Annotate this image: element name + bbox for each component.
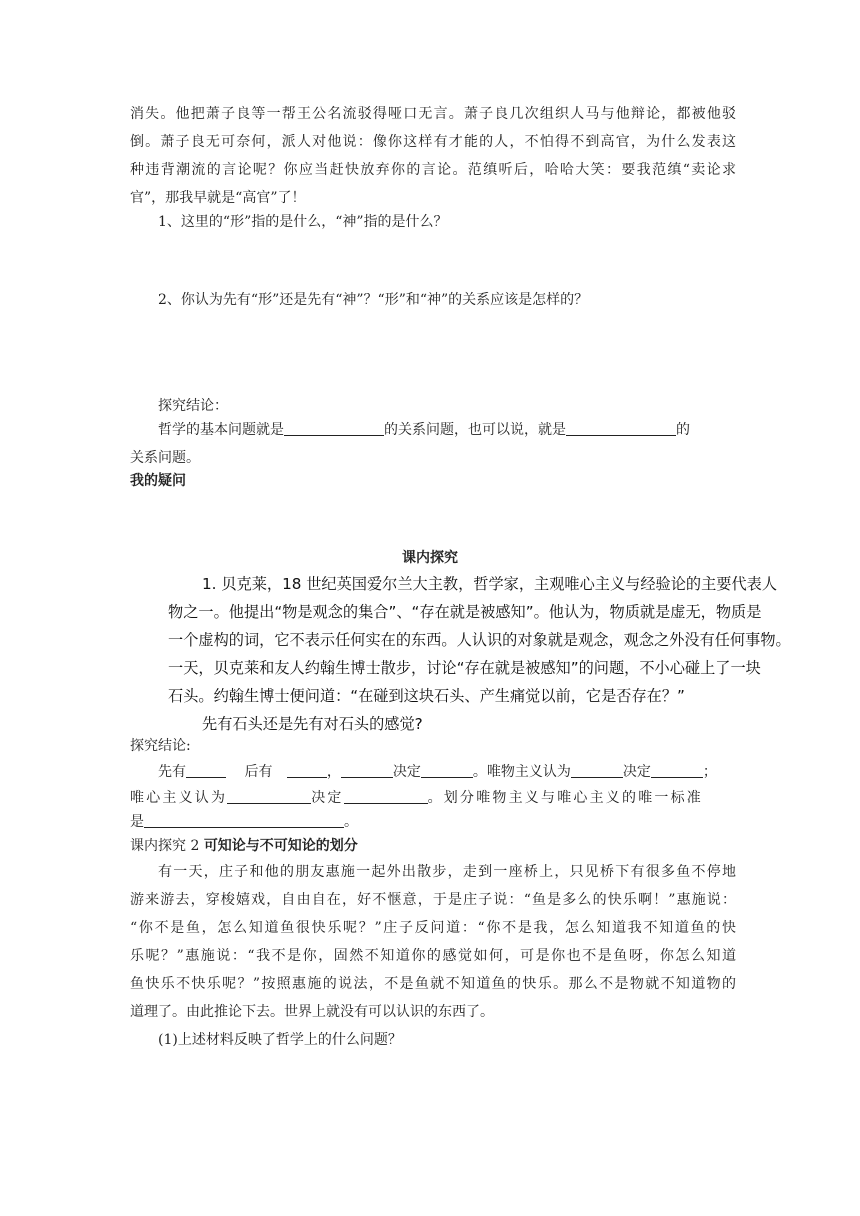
passage-line: 鱼快乐不快乐呢？”按照惠施的说法，不是鱼就不知道鱼的快乐。那么不是物就不知道物的 [130,976,736,992]
fill-blank[interactable] [144,811,344,828]
blank-label: 决定 [622,764,651,780]
intro-line: 消失。他把萧子良等一帮王公名流驳得哑口无言。萧子良几次组织人马与他辩论，都被他驳 [130,106,736,122]
passage-line: 物之一。他提出“物是观念的集合”、“存在就是被感知”。他认为，物质就是虚无，物质是 [168,603,762,621]
fill-blank[interactable] [344,787,428,804]
conclusion-text: 哲学的基本问题就是 [158,422,284,438]
blank-label: 。划分唯物主义与唯心主义的唯一标准 [427,790,704,806]
blank-label: 决定 [392,764,421,780]
inquiry-title: 课内探究 [402,550,458,566]
fill-blank[interactable] [566,419,676,436]
blank-label: 唯心主义认为 [130,790,228,806]
conclusion-2-line-1 [130,758,736,786]
fill-blank[interactable] [651,761,703,778]
passage-line: 1. 贝克莱，18 世纪英国爱尔兰大主教，哲学家，主观唯心主义与经验论的主要代表人 [202,575,778,593]
inquiry-2-heading [130,832,736,860]
intro-paragraph [130,100,736,212]
fill-blank[interactable] [287,761,327,778]
passage-line: 道理了。由此推论下去。世界上就没有可以认识的东西了。 [130,1004,494,1020]
blank-label: 先有 [158,764,186,780]
fill-blank[interactable] [571,761,623,778]
fill-blank[interactable] [341,761,393,778]
passage-line: 一天，贝克莱和友人约翰生博士散步，讨论“存在就是被感知”的问题，不小心碰上了一块 [168,659,761,677]
conclusion-label: 探究结论： [158,398,228,414]
berkeley-passage [168,570,791,738]
passage-line: 有一天，庄子和他的朋友惠施一起外出散步，走到一座桥上，只见桥下有很多鱼不停地 [158,864,736,880]
intro-line: 倒。萧子良无可奈何，派人对他说：像你这样有才能的人，不怕得不到高官，为什么发表这 [130,134,736,150]
conclusion-2-label: 探究结论: [130,738,191,754]
blank-label: 是 [130,814,144,830]
passage-question: 先有石头还是先有对石头的感觉? [202,715,423,733]
blank-label: 。唯物主义认为 [472,764,571,780]
inquiry-2-prefix: 课内探究 2 [130,838,204,854]
blank-label: 决定 [311,790,344,806]
passage-line: 一个虚构的词，它不表示任何实在的东西。人认识的对象就是观念，观念之外没有任何事物。 [168,631,791,649]
fill-blank[interactable] [227,787,311,804]
conclusion-text: 的关系问题，也可以说，就是 [384,422,566,438]
passage-line: 石头。约翰生博士便问道：“在碰到这块石头、产生痛觉以前，它是否存在？” [168,687,685,705]
passage-line: 游来游去，穿梭嬉戏，自由自在，好不惬意，于是庄子说：“鱼是多么的快乐啊！”惠施说： [130,892,736,908]
intro-line: 官”，那我早就是“高官”了！ [130,190,306,206]
question-2: 2、你认为先有“形”还是先有“神”？“形”和“神”的关系应该是怎样的？ [158,292,589,308]
passage-line: “你不是鱼，怎么知道鱼很快乐呢？”庄子反问道：“你不是我，怎么知道我不知道鱼的快 [130,920,736,936]
inquiry-2-title: 可知论与不可知论的划分 [203,838,358,854]
question-1: 1、这里的“形”指的是什么，“神”指的是什么？ [158,214,448,230]
blank-label: 后有 [244,764,273,780]
passage-line: 乐呢？”惠施说：“我不是你，固然不知道你的感觉如何，可是你也不是鱼呀，你怎么知道 [130,948,736,964]
conclusion-1 [130,416,736,472]
zhuangzi-passage [130,858,736,1026]
conclusion-text: 关系问题。 [130,450,200,466]
fill-blank[interactable] [186,761,226,778]
inquiry-2-question: (1)上述材料反映了哲学上的什么问题？ [158,1032,402,1048]
conclusion-text: 的 [676,422,690,438]
blank-label: 。 [344,814,358,830]
fill-blank[interactable] [284,419,384,436]
fill-blank[interactable] [421,761,473,778]
blank-label: ； [702,764,717,780]
blank-label: ， [326,764,341,780]
my-questions-heading: 我的疑问 [130,473,186,489]
intro-line: 种违背潮流的言论呢？你应当赶快放弃你的言论。范缜听后，哈哈大笑：要我范缜“卖论求 [130,162,736,178]
